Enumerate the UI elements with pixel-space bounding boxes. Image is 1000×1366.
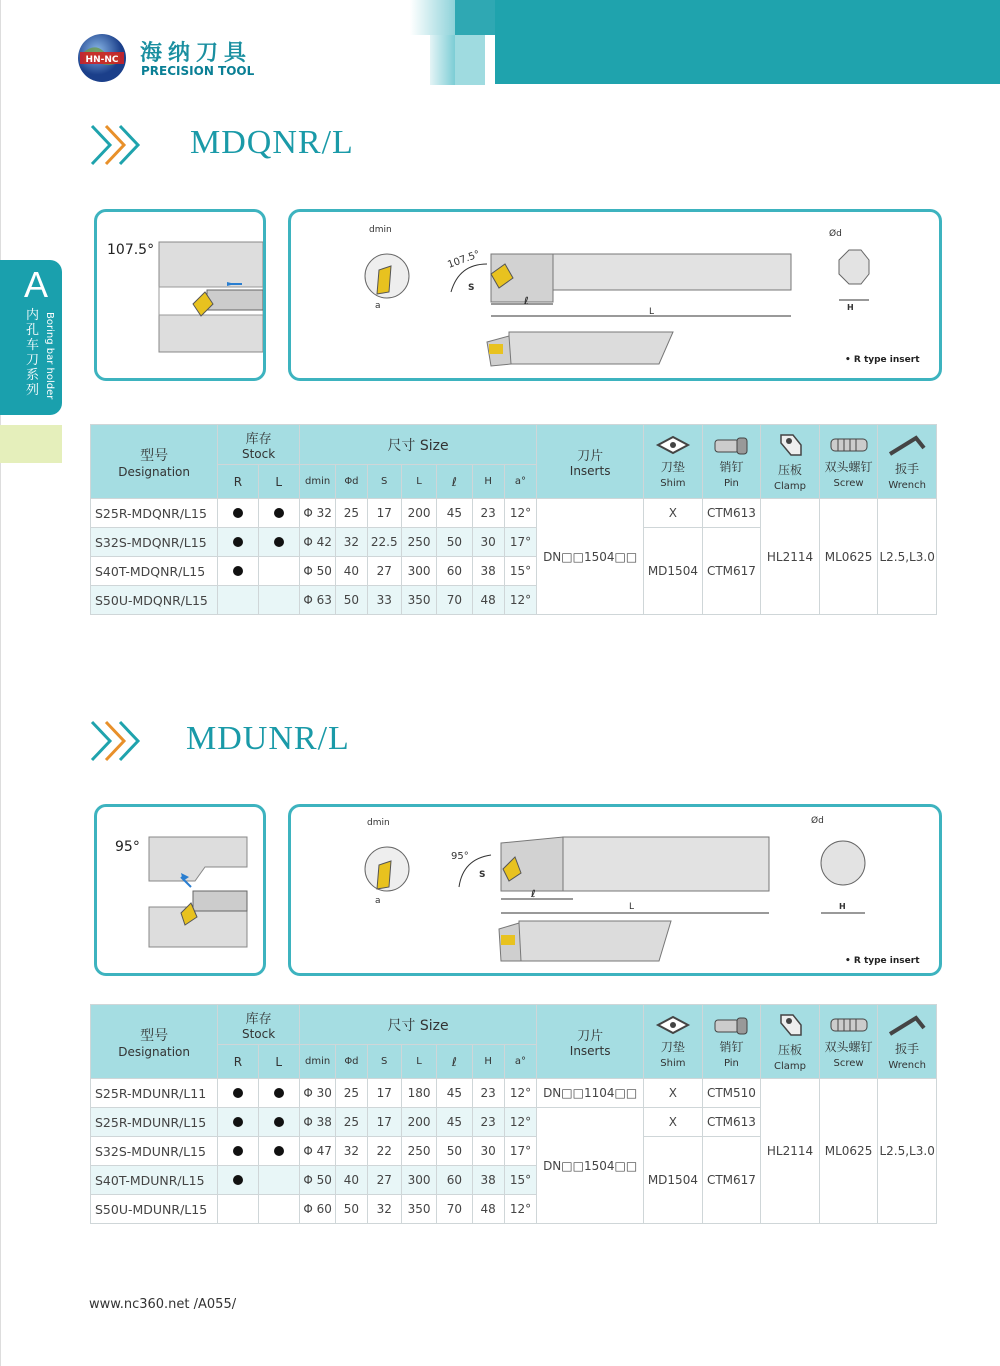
size-d-cell: 25 [336, 1079, 367, 1108]
dmin-label: dmin [367, 818, 390, 828]
size-S-cell: 33 [367, 586, 401, 615]
header-square [455, 0, 495, 35]
shim-icon [654, 434, 692, 456]
size-d-cell: 32 [336, 528, 367, 557]
angle-label: 95° [115, 839, 140, 855]
size-Lc-cell: 250 [401, 1137, 436, 1166]
size-dmin-cell: Φ 60 [299, 1195, 335, 1224]
table-row [91, 1079, 937, 1108]
size-S-cell: 22.5 [367, 528, 401, 557]
col-l: ℓ [437, 465, 472, 499]
size-Lc-cell: 250 [401, 528, 436, 557]
size-dmin-cell: Φ 42 [299, 528, 335, 557]
col-inserts: 刀片 Inserts [537, 425, 644, 499]
size-l-cell: 45 [437, 499, 472, 528]
phi-d-label: Ød [811, 816, 824, 826]
shim-cell: MD1504 [644, 1137, 703, 1224]
inserts-cell: DN□□1504□□ [537, 1108, 644, 1224]
in-stock-dot [274, 1117, 284, 1127]
col-wrench: 扳手 Wrench [878, 425, 937, 499]
l-small-label: ℓ [531, 889, 536, 900]
size-l-cell: 70 [437, 586, 472, 615]
pin-icon [711, 434, 751, 456]
clamp-icon [773, 431, 807, 459]
col-pin: 销钉 Pin [702, 1005, 761, 1079]
size-S-cell: 17 [367, 1108, 401, 1137]
L-label: L [629, 902, 635, 912]
size-d-cell: 25 [336, 499, 367, 528]
col-L: L [401, 465, 436, 499]
size-S-cell: 32 [367, 1195, 401, 1224]
col-stock: 库存 Stock [218, 1005, 300, 1045]
stock-cell [218, 586, 258, 615]
col-dmin: dmin [299, 1045, 335, 1079]
size-a-cell: 12° [504, 1079, 536, 1108]
in-stock-dot [233, 1088, 243, 1098]
footer-url: www.nc360.net /A055/ [89, 1297, 237, 1312]
size-l-cell: 70 [437, 1195, 472, 1224]
inserts-cell: DN□□1104□□ [537, 1079, 644, 1108]
pin-cell: CTM510 [702, 1079, 761, 1108]
size-a-cell: 12° [504, 1108, 536, 1137]
col-d: Φd [336, 1045, 367, 1079]
col-stock-L: L [258, 465, 299, 499]
stock-cell [258, 1108, 299, 1137]
size-Lc-cell: 350 [401, 1195, 436, 1224]
stock-cell [258, 1079, 299, 1108]
col-shim: 刀垫 Shim [644, 1005, 703, 1079]
col-dmin: dmin [299, 465, 335, 499]
chevrons-icon [88, 718, 148, 764]
col-size: 尺寸 Size [299, 425, 536, 465]
header-bar [495, 0, 1000, 84]
in-stock-dot [233, 508, 243, 518]
H-label: H [839, 902, 846, 911]
size-H-cell: 38 [472, 1166, 504, 1195]
insert-note: • R type insert [845, 355, 920, 365]
shim-cell: X [644, 499, 703, 528]
size-d-cell: 50 [336, 586, 367, 615]
shim-cell: MD1504 [644, 528, 703, 615]
pin-icon [711, 1014, 751, 1036]
size-a-cell: 15° [504, 1166, 536, 1195]
size-l-cell: 45 [437, 1079, 472, 1108]
col-inserts: 刀片 Inserts [537, 1005, 644, 1079]
stock-cell [258, 586, 299, 615]
size-dmin-cell: Φ 38 [299, 1108, 335, 1137]
stock-cell [258, 1166, 299, 1195]
col-stock-R: R [218, 1045, 258, 1079]
header-square [410, 0, 455, 35]
size-Lc-cell: 350 [401, 586, 436, 615]
col-H: H [472, 465, 504, 499]
size-a-cell: 17° [504, 528, 536, 557]
designation-cell: S25R-MDQNR/L15 [91, 499, 218, 528]
screw-icon [828, 434, 870, 456]
size-a-cell: 12° [504, 499, 536, 528]
in-stock-dot [233, 537, 243, 547]
s-label: S [479, 870, 486, 880]
side-category-tab [0, 260, 62, 415]
clamp-cell: HL2114 [761, 499, 820, 615]
col-l: ℓ [437, 1045, 472, 1079]
wrench-icon [886, 432, 928, 458]
designation-cell: S40T-MDQNR/L15 [91, 557, 218, 586]
clamp-cell: HL2114 [761, 1079, 820, 1224]
in-stock-dot [233, 1117, 243, 1127]
col-L: L [401, 1045, 436, 1079]
chevrons-icon [88, 122, 148, 168]
size-a-cell: 12° [504, 586, 536, 615]
size-d-cell: 50 [336, 1195, 367, 1224]
category-letter: A [24, 264, 49, 305]
col-stock-L: L [258, 1045, 299, 1079]
col-shim: 刀垫 Shim [644, 425, 703, 499]
stock-cell [258, 557, 299, 586]
size-H-cell: 23 [472, 1108, 504, 1137]
size-Lc-cell: 300 [401, 557, 436, 586]
in-stock-dot [274, 1146, 284, 1156]
stock-cell [258, 528, 299, 557]
shim-cell: X [644, 1108, 703, 1137]
section-title: MDUNR/L [186, 720, 350, 757]
col-stock: 库存 Stock [218, 425, 300, 465]
size-l-cell: 60 [437, 1166, 472, 1195]
col-S: S [367, 1045, 401, 1079]
H-label: H [847, 303, 854, 312]
stock-cell [218, 528, 258, 557]
col-stock-R: R [218, 465, 258, 499]
col-H: H [472, 1045, 504, 1079]
in-stock-dot [274, 508, 284, 518]
phi-d-label: Ød [829, 229, 842, 239]
size-a-cell: 17° [504, 1137, 536, 1166]
col-size: 尺寸 Size [299, 1005, 536, 1045]
size-H-cell: 30 [472, 1137, 504, 1166]
pin-cell: CTM613 [702, 499, 761, 528]
logo-text: HN-NC [85, 55, 119, 65]
size-S-cell: 17 [367, 1079, 401, 1108]
size-Lc-cell: 200 [401, 1108, 436, 1137]
pin-cell: CTM613 [702, 1108, 761, 1137]
stock-cell [218, 1108, 258, 1137]
in-stock-dot [233, 1175, 243, 1185]
side-green-bar [0, 425, 62, 463]
size-H-cell: 30 [472, 528, 504, 557]
size-d-cell: 25 [336, 1108, 367, 1137]
angle-label: 107.5° [107, 242, 155, 258]
page-edge [0, 0, 1, 1366]
brand-name-en: PRECISION TOOL [141, 64, 255, 78]
size-S-cell: 22 [367, 1137, 401, 1166]
size-dmin-cell: Φ 32 [299, 499, 335, 528]
size-l-cell: 50 [437, 528, 472, 557]
boring-schematic [97, 212, 263, 378]
designation-cell: S32S-MDUNR/L15 [91, 1137, 218, 1166]
boring-angle-diagram [94, 804, 266, 976]
size-dmin-cell: Φ 47 [299, 1137, 335, 1166]
col-a: a° [504, 1045, 536, 1079]
size-S-cell: 17 [367, 499, 401, 528]
pin-cell: CTM617 [702, 528, 761, 615]
size-l-cell: 60 [437, 557, 472, 586]
header-square [430, 35, 455, 85]
designation-cell: S25R-MDUNR/L15 [91, 1108, 218, 1137]
size-S-cell: 27 [367, 557, 401, 586]
brand-logo-icon [76, 32, 128, 84]
pin-cell: CTM617 [702, 1137, 761, 1224]
size-H-cell: 38 [472, 557, 504, 586]
col-wrench: 扳手 Wrench [878, 1005, 937, 1079]
size-dmin-cell: Φ 50 [299, 1166, 335, 1195]
stock-cell [258, 1137, 299, 1166]
stock-cell [218, 1079, 258, 1108]
category-en: Boring bar holder [44, 312, 55, 400]
col-S: S [367, 465, 401, 499]
stock-cell [218, 499, 258, 528]
in-stock-dot [274, 1088, 284, 1098]
boring-schematic [97, 807, 263, 973]
category-cn: 内孔车刀系列 [26, 308, 40, 398]
size-l-cell: 50 [437, 1137, 472, 1166]
insert-note: • R type insert [845, 956, 920, 966]
col-designation: 型号 Designation [91, 425, 218, 499]
designation-cell: S50U-MDQNR/L15 [91, 586, 218, 615]
stock-cell [218, 1166, 258, 1195]
screw-icon [828, 1014, 870, 1036]
section-title: MDQNR/L [190, 124, 354, 161]
col-screw: 双头螺钉 Screw [819, 1005, 878, 1079]
size-dmin-cell: Φ 63 [299, 586, 335, 615]
size-H-cell: 23 [472, 499, 504, 528]
alpha-label: a [375, 896, 381, 906]
s-label: S [468, 283, 475, 293]
tool-angle-label: 95° [451, 851, 469, 862]
tool-drawing [291, 807, 939, 973]
l-small-label: ℓ [524, 296, 529, 307]
tool-drawing [291, 212, 939, 378]
clamp-icon [773, 1011, 807, 1039]
designation-cell: S50U-MDUNR/L15 [91, 1195, 218, 1224]
col-clamp: 压板 Clamp [761, 1005, 820, 1079]
tool-dimension-diagram [288, 804, 942, 976]
inserts-cell: DN□□1504□□ [537, 499, 644, 615]
size-l-cell: 45 [437, 1108, 472, 1137]
size-d-cell: 40 [336, 557, 367, 586]
boring-angle-diagram [94, 209, 266, 381]
size-d-cell: 32 [336, 1137, 367, 1166]
wrench-cell: L2.5,L3.0 [878, 1079, 937, 1224]
size-H-cell: 48 [472, 586, 504, 615]
col-a: a° [504, 465, 536, 499]
header-square [455, 35, 485, 85]
size-a-cell: 12° [504, 1195, 536, 1224]
stock-cell [218, 557, 258, 586]
screw-cell: ML0625 [819, 1079, 878, 1224]
size-d-cell: 40 [336, 1166, 367, 1195]
brand-name-cn: 海纳刀具 [140, 41, 253, 66]
shim-cell: X [644, 1079, 703, 1108]
stock-cell [258, 1195, 299, 1224]
designation-cell: S25R-MDUNR/L11 [91, 1079, 218, 1108]
col-clamp: 压板 Clamp [761, 425, 820, 499]
L-label: L [649, 307, 655, 317]
spec-table-2 [90, 1004, 937, 1224]
dmin-label: dmin [369, 225, 392, 235]
stock-cell [218, 1137, 258, 1166]
stock-cell [218, 1195, 258, 1224]
col-d: Φd [336, 465, 367, 499]
size-Lc-cell: 200 [401, 499, 436, 528]
tool-dimension-diagram [288, 209, 942, 381]
alpha-label: a [375, 301, 381, 311]
in-stock-dot [233, 566, 243, 576]
col-screw: 双头螺钉 Screw [819, 425, 878, 499]
size-a-cell: 15° [504, 557, 536, 586]
in-stock-dot [274, 537, 284, 547]
spec-table-1 [90, 424, 937, 615]
size-dmin-cell: Φ 50 [299, 557, 335, 586]
screw-cell: ML0625 [819, 499, 878, 615]
col-pin: 销钉 Pin [702, 425, 761, 499]
shim-icon [654, 1014, 692, 1036]
size-H-cell: 48 [472, 1195, 504, 1224]
size-S-cell: 27 [367, 1166, 401, 1195]
designation-cell: S40T-MDUNR/L15 [91, 1166, 218, 1195]
size-dmin-cell: Φ 30 [299, 1079, 335, 1108]
col-designation: 型号 Designation [91, 1005, 218, 1079]
in-stock-dot [233, 1146, 243, 1156]
size-Lc-cell: 180 [401, 1079, 436, 1108]
size-Lc-cell: 300 [401, 1166, 436, 1195]
wrench-icon [886, 1012, 928, 1038]
stock-cell [258, 499, 299, 528]
tool-angle-label: 107.5° [446, 248, 482, 271]
wrench-cell: L2.5,L3.0 [878, 499, 937, 615]
designation-cell: S32S-MDQNR/L15 [91, 528, 218, 557]
table-row [91, 499, 937, 528]
size-H-cell: 23 [472, 1079, 504, 1108]
